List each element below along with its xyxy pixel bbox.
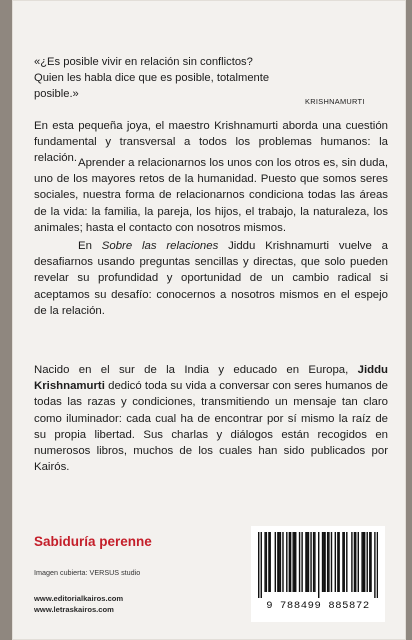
barcode-bar bbox=[305, 532, 306, 592]
barcode-bar bbox=[261, 532, 262, 598]
author-bio bbox=[34, 362, 388, 475]
barcode-bar bbox=[289, 532, 290, 592]
barcode-bar bbox=[322, 532, 323, 592]
barcode-bar bbox=[351, 532, 352, 592]
barcode-bar bbox=[358, 532, 359, 592]
barcode-bar bbox=[278, 532, 279, 592]
barcode-bar bbox=[292, 532, 293, 592]
isbn-barcode bbox=[251, 526, 385, 622]
barcode-bar bbox=[324, 532, 325, 592]
barcode-bar bbox=[342, 532, 343, 592]
barcode-bar bbox=[264, 532, 265, 592]
barcode-bars bbox=[258, 532, 378, 598]
epigraph-quote bbox=[34, 54, 304, 102]
barcode-bar bbox=[307, 532, 308, 592]
barcode-bar bbox=[269, 532, 270, 592]
barcode-bar bbox=[258, 532, 259, 598]
barcode-bar bbox=[277, 532, 278, 592]
barcode-bar bbox=[310, 532, 311, 592]
barcode-bar bbox=[275, 532, 276, 592]
quote-line-2: Quien les habla dice que es posible, totalmente posible.» bbox=[34, 72, 270, 100]
barcode-bar bbox=[328, 532, 329, 592]
barcode-bar bbox=[286, 532, 287, 592]
barcode-bar bbox=[301, 532, 302, 592]
author-name: Jiddu Krishnamurti bbox=[34, 364, 388, 393]
barcode-bar bbox=[377, 532, 378, 598]
barcode-bar bbox=[361, 532, 362, 592]
barcode-bar bbox=[344, 532, 345, 592]
barcode-bar bbox=[346, 532, 347, 592]
barcode-bar bbox=[367, 532, 368, 592]
quote-author: KRISHNAMURTI bbox=[305, 97, 365, 106]
barcode-bar bbox=[370, 532, 371, 592]
barcode-bar bbox=[282, 532, 283, 592]
isbn-number: 9 788499 885872 bbox=[266, 600, 370, 612]
barcode-bar bbox=[313, 532, 314, 592]
blurb-paragraph-2: Aprender a relacionarnos los unos con los otros es, sin duda, uno de los mayores retos de la humanidad. Puesto que somos seres sociales, nuestra forma de relacionarnos condiciona todas las áreas de la vida: la familia, la pareja, los hijos, el trabajo, la naturaleza, los animales; hasta el contacto con nosotros mismos. bbox=[34, 157, 388, 234]
barcode-bar bbox=[364, 532, 365, 592]
barcode-bar bbox=[374, 532, 375, 598]
bio-rest: dedicó toda su vida a conversar con seres humanos de todas las razas y condiciones, transmitiendo un mensaje tan claro como iluminador: cada cual ha de encontrar por sí mismo la raíz de su propia libertad. Sus charlas y diálogos están recogidos en numerosos libros, muchos de los cuales han sido publicados por Kairós. bbox=[34, 380, 388, 474]
barcode-bar bbox=[323, 532, 324, 592]
barcode-bar bbox=[338, 532, 339, 592]
blurb-paragraph-1: En esta pequeña joya, el maestro Krishnamurti aborda una cuestión fundamental y transversal a todos los problemas humanos: la relación. bbox=[34, 120, 388, 165]
barcode-bar bbox=[327, 532, 328, 592]
barcode-bar bbox=[308, 532, 309, 592]
barcode-bar bbox=[363, 532, 364, 592]
barcode-bar bbox=[280, 532, 281, 592]
cover-image-credit: Imagen cubierta: VERSUS studio bbox=[34, 568, 141, 577]
publisher-url-2: www.letraskairos.com bbox=[34, 605, 114, 614]
p3-prefix: En bbox=[78, 240, 102, 252]
barcode-bar bbox=[294, 532, 295, 592]
p3-rest: Jiddu Krishnamurti vuelve a desafiarnos usando preguntas sencillas y directas, que solo pueden revelar su profundidad y oportunidad de un cambio radical si aceptamos su desafío: conocernos a nosotros mismos en el espejo de la relación. bbox=[34, 240, 388, 317]
barcode-bar bbox=[335, 532, 336, 592]
barcode-bar bbox=[314, 532, 315, 592]
barcode-bar bbox=[331, 532, 332, 592]
barcode-bar bbox=[354, 532, 355, 592]
series-name: Sabiduría perenne bbox=[34, 534, 152, 549]
barcode-bar bbox=[337, 532, 338, 592]
barcode-bar bbox=[266, 532, 267, 592]
barcode-bar bbox=[295, 532, 296, 592]
barcode-bar bbox=[299, 532, 300, 592]
barcode-bar bbox=[268, 532, 269, 592]
barcode-bar bbox=[369, 532, 370, 592]
quote-line-1: «¿Es posible vivir en relación sin conflictos? bbox=[34, 56, 253, 68]
barcode-bar bbox=[290, 532, 291, 592]
back-cover bbox=[12, 0, 406, 640]
blurb-paragraph-3 bbox=[34, 238, 388, 319]
barcode-bar bbox=[355, 532, 356, 592]
publisher-url-1: www.editorialkairos.com bbox=[34, 594, 124, 603]
barcode-bar bbox=[318, 532, 319, 598]
bio-prefix: Nacido en el sur de la India y educado en Europa, bbox=[34, 364, 358, 376]
book-title: Sobre las relaciones bbox=[101, 240, 219, 252]
